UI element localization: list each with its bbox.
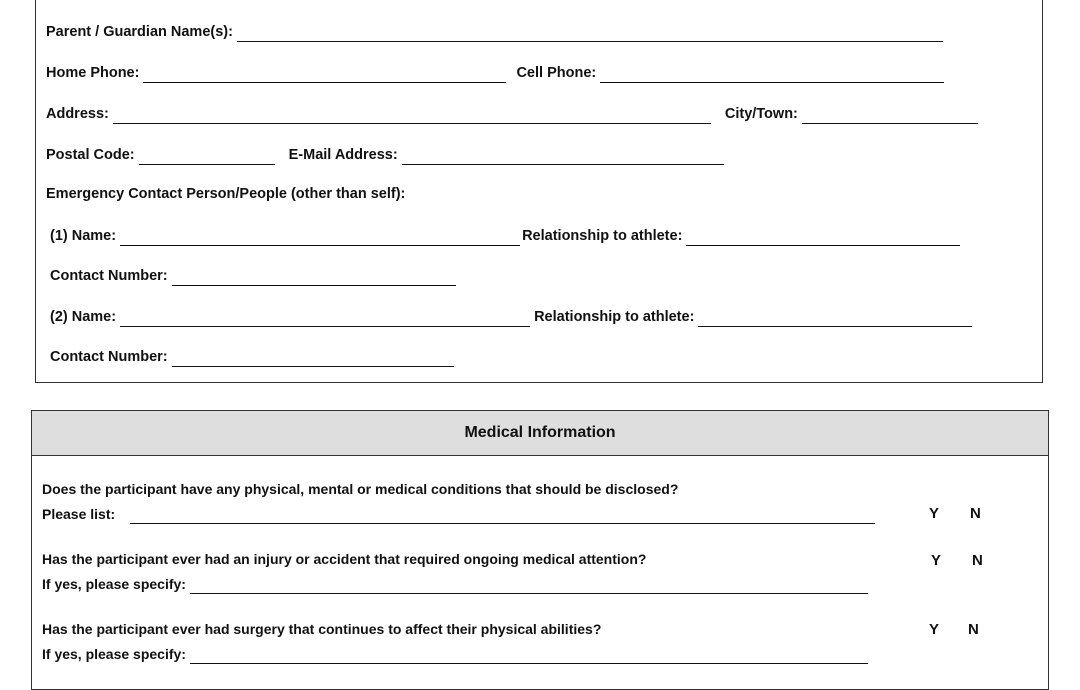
parent-name-label: Parent / Guardian Name(s): — [46, 24, 233, 40]
city-label: City/Town: — [724, 106, 798, 122]
contact1-name-label: (1) Name: — [50, 228, 117, 244]
no-option-3[interactable]: N — [968, 621, 979, 638]
yes-option-1[interactable]: Y — [929, 505, 940, 522]
contact1-name-row — [50, 224, 960, 246]
contact2-name-label: (2) Name: — [50, 309, 117, 325]
email-label: E-Mail Address: — [288, 147, 398, 163]
medical-followup-row-1 — [42, 502, 875, 524]
contact2-number-label: Contact Number: — [50, 349, 168, 365]
city-field[interactable] — [802, 105, 978, 124]
yes-option-2[interactable]: Y — [931, 552, 942, 569]
contact2-name-row — [50, 305, 972, 327]
home-phone-label: Home Phone: — [46, 65, 140, 81]
contact1-name-field[interactable] — [120, 227, 520, 246]
parent-name-field[interactable] — [237, 23, 943, 42]
medical-followup-row-2 — [42, 572, 868, 594]
cell-phone-field[interactable] — [600, 64, 944, 83]
medical-followup-field-1[interactable] — [130, 505, 875, 524]
contact2-number-field[interactable] — [172, 348, 454, 367]
postal-code-label: Postal Code: — [46, 147, 135, 163]
cell-phone-label: Cell Phone: — [516, 65, 597, 81]
contact2-relationship-field[interactable] — [698, 308, 972, 327]
no-option-1[interactable]: N — [970, 505, 981, 522]
no-option-2[interactable]: N — [972, 552, 983, 569]
phone-row — [46, 61, 944, 83]
contact1-number-field[interactable] — [172, 267, 456, 286]
email-field[interactable] — [402, 146, 724, 165]
medical-info-header — [31, 410, 1049, 456]
home-phone-field[interactable] — [143, 64, 506, 83]
address-label: Address: — [46, 106, 109, 122]
contact1-number-row — [50, 264, 456, 286]
medical-question-3: Has the participant ever had surgery that continues to affect their physical abilities? — [42, 621, 602, 637]
medical-followup-label-1: Please list: — [42, 506, 116, 522]
yes-option-3[interactable]: Y — [929, 621, 940, 638]
medical-followup-label-2: If yes, please specify: — [42, 576, 186, 592]
emergency-contact-heading: Emergency Contact Person/People (other than self): — [46, 186, 406, 202]
medical-question-2: Has the participant ever had an injury or accident that required ongoing medical attention? — [42, 551, 647, 567]
contact2-relationship-label: Relationship to athlete: — [534, 309, 695, 325]
contact1-relationship-label: Relationship to athlete: — [522, 228, 683, 244]
medical-followup-field-3[interactable] — [190, 645, 868, 664]
medical-followup-row-3 — [42, 642, 868, 664]
medical-followup-label-3: If yes, please specify: — [42, 646, 186, 662]
medical-info-title: Medical Information — [464, 424, 616, 441]
contact2-number-row — [50, 345, 454, 367]
medical-question-1: Does the participant have any physical, mental or medical conditions that should be disclosed? — [42, 481, 679, 497]
contact1-number-label: Contact Number: — [50, 268, 168, 284]
address-row — [46, 102, 978, 124]
address-field[interactable] — [113, 105, 711, 124]
contact1-relationship-field[interactable] — [686, 227, 960, 246]
contact2-name-field[interactable] — [120, 308, 530, 327]
parent-name-row — [46, 20, 943, 42]
medical-followup-field-2[interactable] — [190, 575, 868, 594]
emergency-heading-row — [46, 182, 405, 204]
postal-email-row — [46, 143, 724, 165]
postal-code-field[interactable] — [139, 146, 275, 165]
